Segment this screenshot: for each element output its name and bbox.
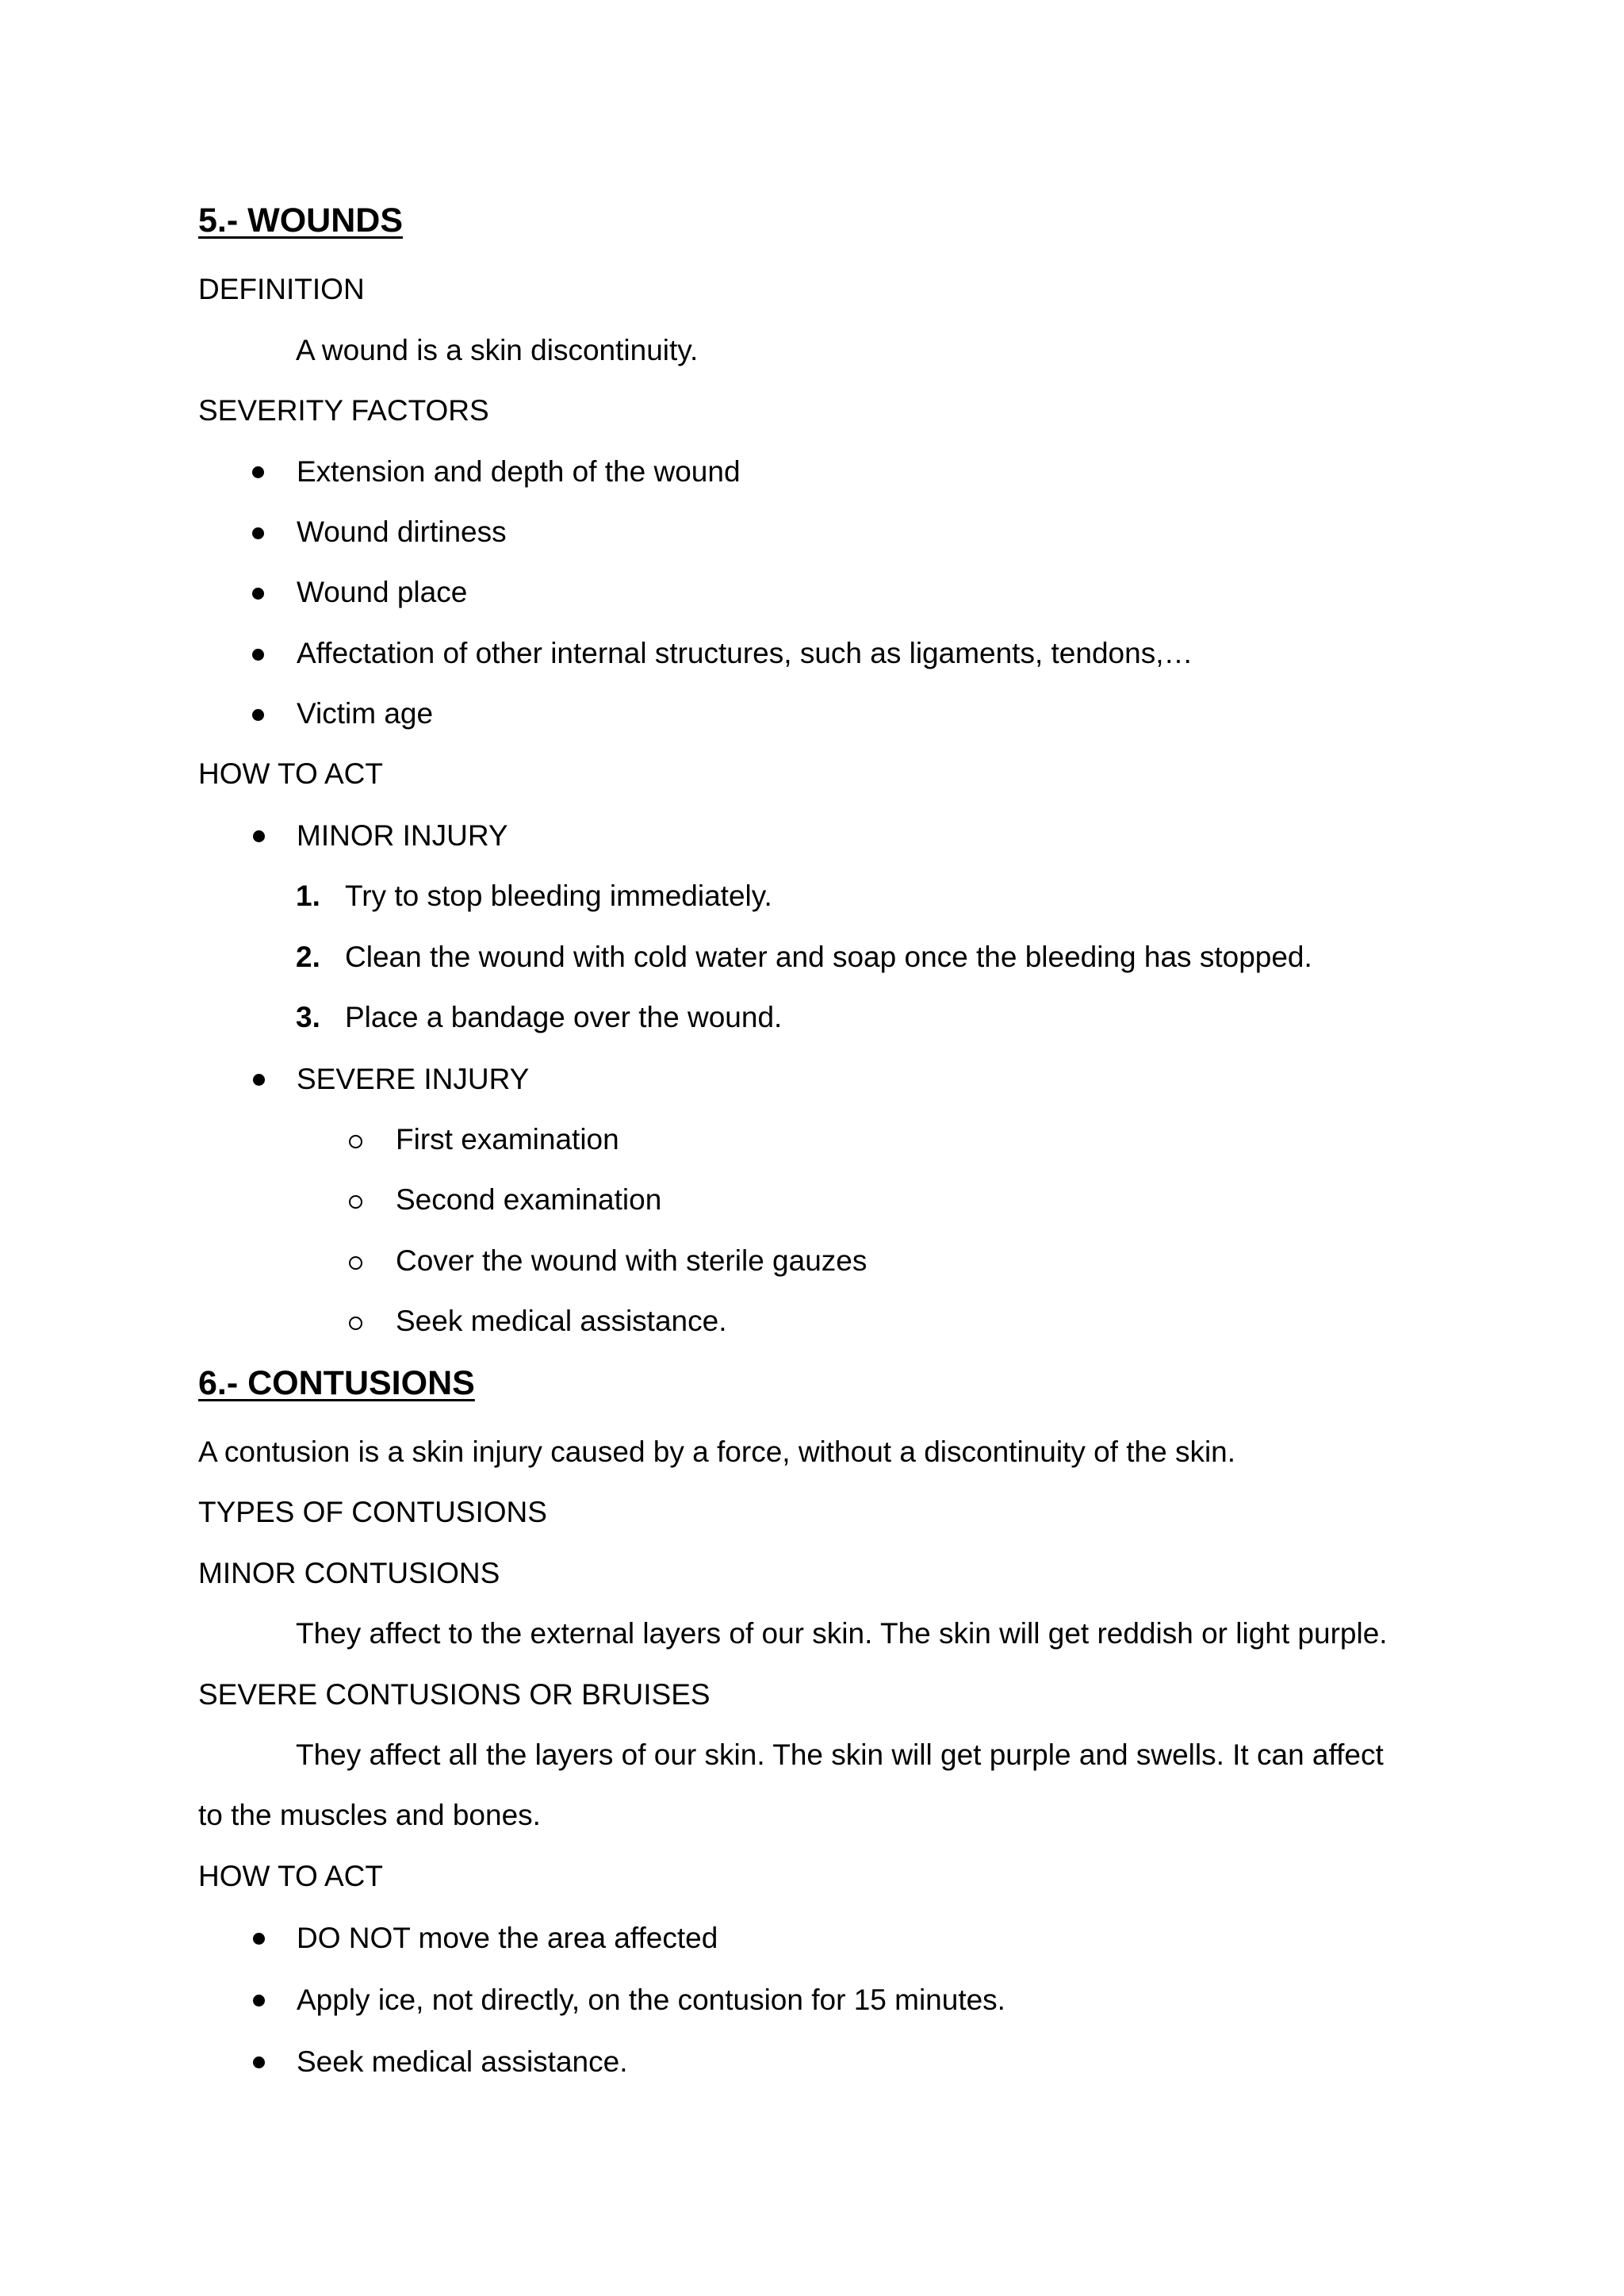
list-item-text: Wound dirtiness [297,516,507,548]
bullet-icon [252,466,264,478]
contusions-heading: 6.- CONTUSIONS [198,1364,475,1402]
minor-injury-label: MINOR INJURY [297,819,508,852]
minor-contusions-label: MINOR CONTUSIONS [198,1557,500,1589]
list-item-text: Affectation of other internal structures, such as ligaments, tendons,… [297,637,1193,669]
severe-contusions-text-line1: They affect all the layers of our skin. The skin will get purple and swells. It can affect [296,1738,1384,1771]
bullet-icon [253,1933,265,1945]
how-to-act-label: HOW TO ACT [198,757,383,790]
step-text: Place a bandage over the wound. [345,1001,783,1033]
list-item-text: Seek medical assistance. [297,2045,628,2078]
types-of-contusions-label: TYPES OF CONTUSIONS [198,1496,547,1528]
step-number: 2. [296,941,320,973]
bullet-icon [253,2056,265,2068]
severe-injury-label: SEVERE INJURY [297,1063,530,1095]
severity-factors-label: SEVERITY FACTORS [198,394,489,427]
bullet-icon [252,527,264,539]
severe-contusions-label: SEVERE CONTUSIONS OR BRUISES [198,1678,710,1711]
bullet-icon [252,649,264,661]
hollow-bullet-icon [349,1135,362,1148]
list-item-text: Seek medical assistance. [396,1305,727,1337]
bullet-icon [253,1995,265,2007]
definition-label: DEFINITION [198,273,365,305]
contusions-how-to-act-label: HOW TO ACT [198,1860,383,1892]
hollow-bullet-icon [349,1256,362,1270]
wounds-heading: 5.- WOUNDS [198,201,403,240]
list-item-text: Victim age [297,697,434,730]
bullet-icon [253,1074,265,1086]
bullet-icon [253,830,265,842]
minor-contusions-text: They affect to the external layers of our skin. The skin will get reddish or light purple. [296,1617,1388,1650]
list-item-text: DO NOT move the area affected [297,1922,718,1954]
contusion-definition: A contusion is a skin injury caused by a force, without a discontinuity of the skin. [198,1435,1236,1468]
step-number: 3. [296,1001,320,1033]
list-item-text: Wound place [297,576,468,608]
definition-text: A wound is a skin discontinuity. [296,334,699,366]
list-item-text: Cover the wound with sterile gauzes [396,1244,868,1277]
list-item-text: Extension and depth of the wound [297,455,741,488]
step-text: Clean the wound with cold water and soap once the bleeding has stopped. [345,941,1312,973]
bullet-icon [252,709,264,721]
bullet-icon [252,588,264,600]
list-item-text: Second examination [396,1183,662,1216]
hollow-bullet-icon [349,1317,362,1330]
hollow-bullet-icon [349,1195,362,1209]
list-item-text: Apply ice, not directly, on the contusion for 15 minutes. [297,1984,1005,2016]
severe-contusions-text-line2: to the muscles and bones. [198,1799,541,1831]
list-item-text: First examination [396,1123,619,1156]
step-text: Try to stop bleeding immediately. [345,880,772,912]
step-number: 1. [296,880,320,912]
